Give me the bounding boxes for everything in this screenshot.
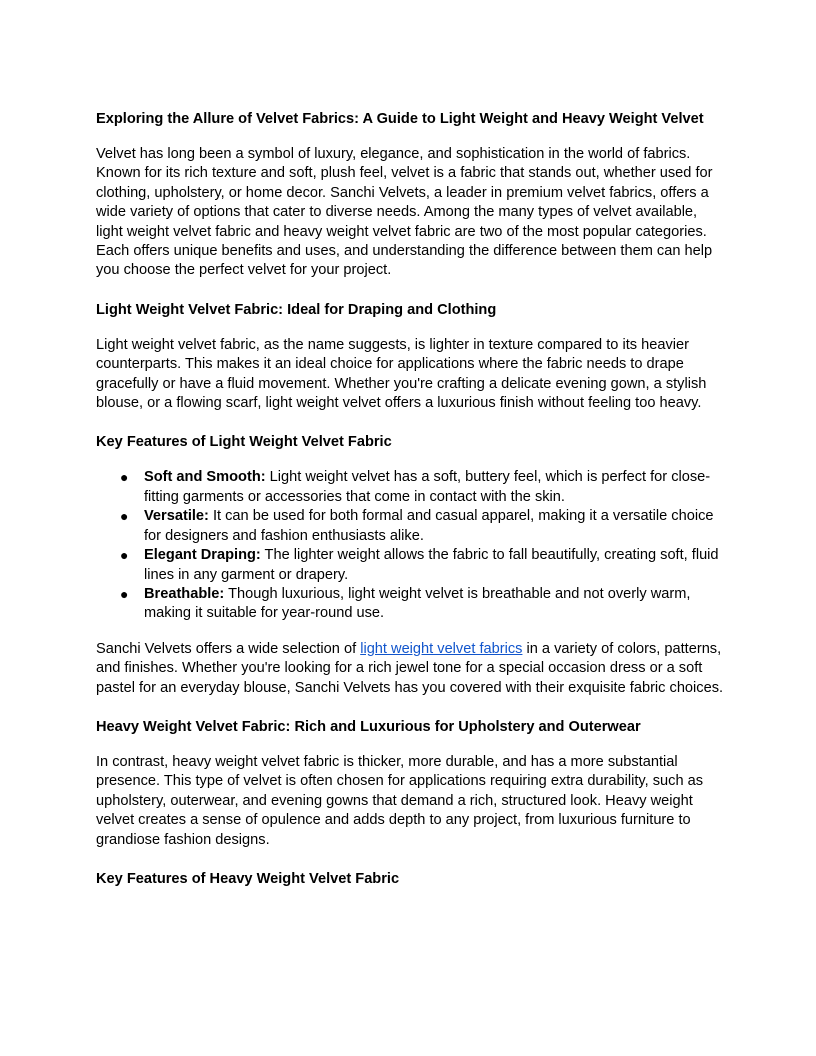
light-offer-paragraph (96, 640, 726, 698)
list-item (96, 468, 726, 507)
list-item (96, 507, 726, 546)
feature-text: Though luxurious, light weight velvet is breathable and not overly warm, making it suitable for year-round use. (144, 585, 691, 622)
feature-text: It can be used for both formal and casual apparel, making it a versatile choice for designers and fashion enthusiasts alike. (144, 508, 714, 544)
heavy-features-heading: Key Features of Heavy Weight Velvet Fabric (96, 870, 400, 887)
heavy-weight-paragraph: In contrast, heavy weight velvet fabric is thicker, more durable, and has a more substantial presence. This type of velvet is often chosen for applications requiring extra durability, such as upholstery, outerwear, and evening gowns that demand a rich, structured look. Heavy weight velvet creates a sense of opulence and adds depth to any project, from luxurious furniture to grandiose fashion designs. (96, 753, 704, 848)
list-item (96, 546, 726, 585)
offer-text-before: Sanchi Velvets offers a wide selection of (96, 640, 361, 657)
feature-term: Versatile: (144, 508, 209, 525)
feature-term: Breathable: (144, 585, 225, 602)
bullet-icon: ● (120, 585, 129, 602)
list-item (96, 585, 726, 624)
feature-term: Soft and Smooth: (144, 469, 266, 486)
feature-text: The lighter weight allows the fabric to fall beautifully, creating soft, fluid lines in any garment or drapery. (144, 547, 719, 583)
bullet-icon: ● (120, 508, 129, 525)
intro-paragraph: Velvet has long been a symbol of luxury, elegance, and sophistication in the world of fabrics. Known for its rich texture and soft, plush feel, velvet is a fabric that stands out, whether used for clothing, upholstery, or home decor. Sanchi Velvets, a leader in premium velvet fabrics, offers a wide variety of options that cater to diverse needs. Among the many types of velvet available, light weight velvet fabric and heavy weight velvet fabric are two of the most popular categories. Each offers unique benefits and uses, and understanding the difference between them can help you choose the perfect velvet for your project. (96, 146, 713, 279)
offer-text-after: in a variety of colors, patterns, and finishes. Whether you're looking for a rich jewel tone for a special occasion dress or a soft pastel for an everyday blouse, Sanchi Velvets has you covered with their exquisite fabric choices. (96, 640, 724, 696)
feature-term: Elegant Draping: (144, 547, 261, 564)
heavy-weight-heading: Heavy Weight Velvet Fabric: Rich and Luxurious for Upholstery and Outerwear (96, 718, 641, 735)
feature-text: Light weight velvet has a soft, buttery feel, which is perfect for close-fitting garments or accessories that come in contact with the skin. (144, 469, 711, 505)
bullet-icon: ● (120, 469, 129, 486)
document-page (96, 110, 726, 905)
light-weight-velvet-link[interactable]: light weight velvet fabrics (360, 640, 523, 657)
bullet-icon: ● (120, 547, 129, 564)
light-features-list (96, 468, 726, 623)
light-weight-heading: Light Weight Velvet Fabric: Ideal for Draping and Clothing (96, 301, 497, 318)
document-title: Exploring the Allure of Velvet Fabrics: A Guide to Light Weight and Heavy Weight Velvet (96, 111, 704, 127)
light-weight-paragraph: Light weight velvet fabric, as the name suggests, is lighter in texture compared to its heavier counterparts. This makes it an ideal choice for applications where the fabric needs to drape gracefully or have a fluid movement. Whether you're crafting a delicate evening gown, a stylish blouse, or a flowing scarf, light weight velvet offers a luxurious finish without feeling too heavy. (96, 336, 707, 412)
light-features-heading: Key Features of Light Weight Velvet Fabric (96, 434, 392, 451)
